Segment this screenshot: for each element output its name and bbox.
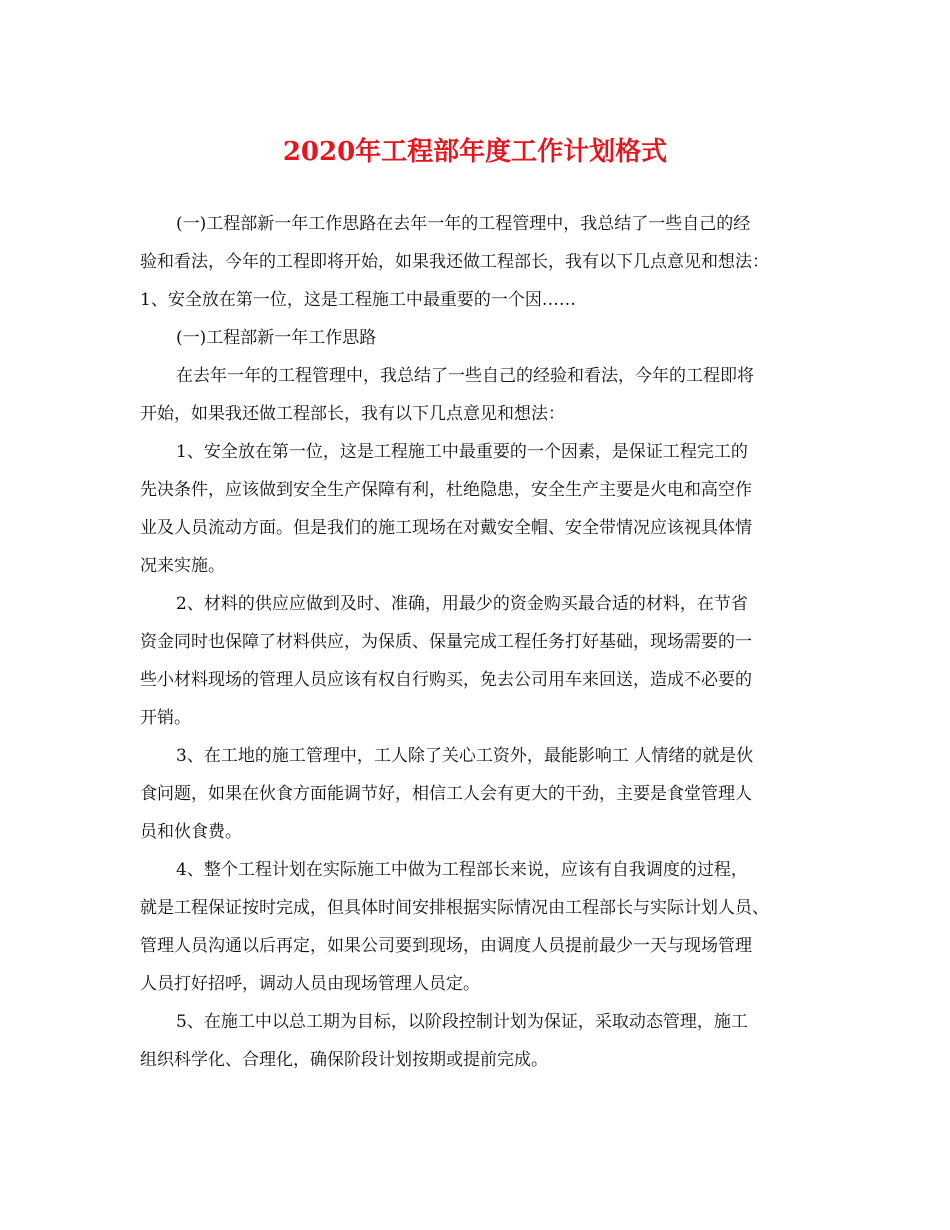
paragraph-line: 开销。 (140, 708, 191, 728)
document-title: 2020年工程部年度工作计划格式 (282, 137, 668, 167)
paragraph-line: 开始，如果我还做工程部长，我有以下几点意见和想法： (140, 404, 565, 424)
paragraph-line: 4、整个工程计划在实际施工中做为工程部长来说，应该有自我调度的过程， (176, 860, 748, 880)
paragraph-line: (一)工程部新一年工作思路 (176, 328, 377, 348)
paragraph-line: 管理人员沟通以后再定，如果公司要到现场，由调度人员提前最少一天与现场管理 (140, 936, 752, 956)
paragraph (140, 357, 830, 433)
paragraph-line: 食问题，如果在伙食方面能调节好，相信工人会有更大的干劲，主要是食堂管理人 (140, 784, 752, 804)
paragraph-line: 在去年一年的工程管理中，我总结了一些自己的经验和看法，今年的工程即将 (176, 366, 754, 386)
paragraph-line: 1、安全放在第一位，这是工程施工中最重要的一个因…… (140, 290, 576, 310)
document-body (140, 205, 830, 1079)
paragraph-line: 资金同时也保障了材料供应，为保质、保量完成工程任务打好基础，现场需要的一 (140, 632, 752, 652)
paragraph (140, 433, 830, 585)
paragraph-line: 3、在工地的施工管理中，工人除了关心工资外，最能影响工 人情绪的就是伙 (176, 746, 754, 766)
paragraph (140, 1003, 830, 1079)
paragraph (140, 585, 830, 737)
paragraph-line: 先决条件，应该做到安全生产保障有利，杜绝隐患，安全生产主要是火电和高空作 (140, 480, 752, 500)
paragraph-line: 1、安全放在第一位，这是工程施工中最重要的一个因素，是保证工程完工的 (176, 442, 748, 462)
paragraph-line: 就是工程保证按时完成，但具体时间安排根据实际情况由工程部长与实际计划人员、 (140, 898, 769, 918)
paragraph-line: 况来实施。 (140, 556, 225, 576)
paragraph-line: 组织科学化、合理化，确保阶段计划按期或提前完成。 (140, 1050, 548, 1070)
paragraph-line: (一)工程部新一年工作思路在去年一年的工程管理中，我总结了一些自己的经 (176, 214, 751, 234)
paragraph-line: 5、在施工中以总工期为目标，以阶段控制计划为保证，采取动态管理，施工 (176, 1012, 748, 1032)
paragraph-line: 验和看法，今年的工程即将开始，如果我还做工程部长，我有以下几点意见和想法： (140, 252, 769, 272)
paragraph (140, 737, 830, 851)
paragraph (140, 851, 830, 1003)
paragraph (140, 319, 830, 357)
paragraph-line: 2、材料的供应应做到及时、准确，用最少的资金购买最合适的材料，在节省 (176, 594, 748, 614)
paragraph-line: 员和伙食费。 (140, 822, 242, 842)
paragraph (140, 205, 830, 319)
paragraph-line: 业及人员流动方面。但是我们的施工现场在对戴安全帽、安全带情况应该视具体情 (140, 518, 752, 538)
paragraph-line: 人员打好招呼，调动人员由现场管理人员定。 (140, 974, 480, 994)
paragraph-line: 些小材料现场的管理人员应该有权自行购买，免去公司用车来回送，造成不必要的 (140, 670, 752, 690)
